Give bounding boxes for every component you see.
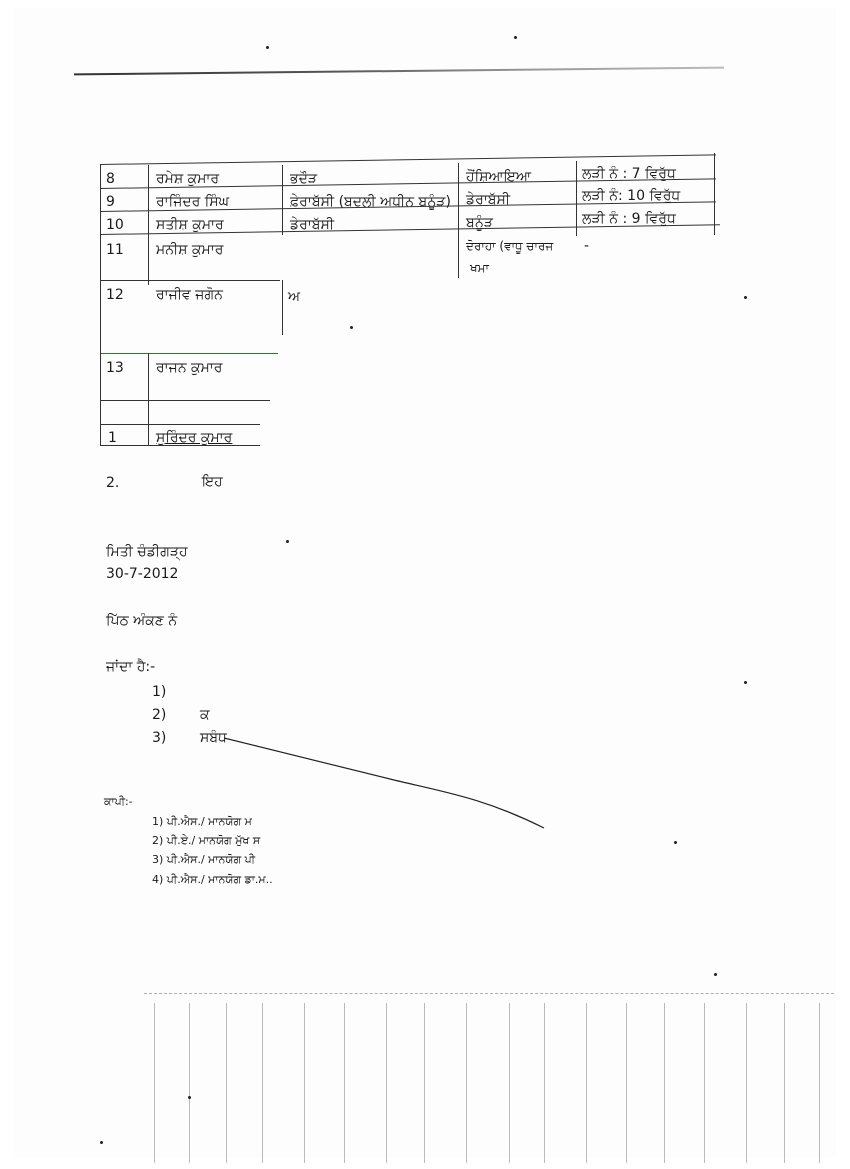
- endorsement-number: ਪਿੱਠ ਅੰਕਣ ਨੰ: [106, 613, 178, 629]
- table-line: [100, 353, 278, 354]
- row-name: ਸੁਰਿੰਦਰ ਕੁਮਾਰ: [156, 430, 233, 446]
- row-name: ਰਾਜਿੰਦਰ ਸਿੰਘ: [156, 194, 229, 210]
- scan-speck: [714, 973, 717, 976]
- paragraph-text: ਇਹ: [202, 474, 223, 490]
- table-line: [576, 161, 577, 236]
- sent-to-item-number: 2): [152, 707, 167, 723]
- row-district: ਬਨੂੰੜ: [466, 215, 493, 231]
- scan-speck: [266, 46, 269, 49]
- copy-item: 3) ਪੀ.ਐਸ./ ਮਾਨਯੋਗ ਪੀ: [152, 853, 256, 866]
- row-number: 8: [106, 171, 115, 187]
- row-district: ਦੋਰਾਹਾ (ਵਾਧੂ ਚਾਰਜ: [466, 239, 554, 253]
- row-number: 13: [106, 360, 124, 376]
- row-remark: ਲੜੀ ਨੰ : 7 ਵਿਰੁੱਧ: [582, 166, 676, 182]
- scan-speck: [514, 36, 517, 39]
- date-line: 30-7-2012: [106, 566, 179, 582]
- sent-to-item-text: ਸਬੰਧ: [200, 730, 227, 746]
- row-name: ਸਤੀਸ਼ ਕੁਮਾਰ: [156, 217, 224, 233]
- copy-label: ਕਾਪੀ:-: [104, 795, 133, 808]
- scan-noise-line: [144, 993, 834, 995]
- copy-item: 1) ਪੀ.ਐਸ./ ਮਾਨਯੋਗ ਮ: [152, 815, 252, 828]
- sent-to-item-text: ਕ: [200, 707, 210, 723]
- table-line: [100, 400, 270, 401]
- sent-to-intro: ਜਾਂਦਾ ਹੈ:-: [106, 659, 156, 675]
- table-line: [100, 165, 101, 445]
- row-number: 10: [106, 217, 124, 233]
- table-line: [100, 280, 280, 281]
- scan-speck: [674, 841, 677, 844]
- row-number: 11: [106, 242, 124, 258]
- scan-speck: [744, 296, 747, 299]
- table-line: [148, 165, 149, 285]
- row-number: 12: [106, 287, 124, 303]
- top-edge-line: [74, 67, 724, 76]
- row-number: 9: [106, 194, 115, 210]
- table-line: [458, 163, 459, 278]
- row-remark: ਲੜੀ ਨੰ : 9 ਵਿਰੁੱਧ: [582, 211, 676, 227]
- row-remark: ਲੜੀ ਨੰ: 10 ਵਿਰੁੱਧ: [582, 188, 681, 204]
- sent-to-item-number: 1): [152, 684, 167, 700]
- scan-speck: [350, 326, 353, 329]
- row-remark: -: [584, 238, 590, 254]
- paragraph-number: 2.: [106, 475, 120, 491]
- scan-speck: [744, 681, 747, 684]
- scan-speck: [100, 1141, 103, 1144]
- row-place: ਡੇਰਾਬੱਸੀ: [290, 217, 335, 233]
- table-line: [100, 154, 716, 165]
- copy-item: 4) ਪੀ.ਐਸ./ ਮਾਨਯੋਗ ਡਾ.ਮ..: [152, 873, 273, 886]
- table-line: [148, 353, 149, 445]
- sent-to-item-number: 3): [152, 730, 167, 746]
- table-line: [714, 153, 715, 235]
- copy-item: 2) ਪੀ.ਏ./ ਮਾਨਯੋਗ ਮੁੱਖ ਸ: [152, 834, 261, 847]
- row-number: 1: [108, 430, 117, 446]
- row-name: ਮਨੀਸ਼ ਕੁਮਾਰ: [156, 242, 224, 258]
- row-name: ਰਮੇਸ਼ ਕੁਮਾਰ: [156, 171, 220, 187]
- row-district: ਹੋਂਸ਼ਿਆਇਆ: [466, 169, 532, 185]
- document-page: [14, 8, 836, 1158]
- place-line: ਮਿਤੀ ਚੰਡੀਗੜ੍ਹ: [106, 544, 188, 560]
- row-district-continued: ਖਮਾ: [470, 261, 489, 275]
- row-place: ਭਦੌੜ: [290, 171, 317, 187]
- row-name: ਰਾਜਨ ਕੁਮਾਰ: [156, 360, 223, 376]
- table-line: [282, 165, 283, 235]
- scan-speck: [286, 540, 289, 543]
- row-place: ਫ਼ੇਰਾਬੱਸੀ (ਬਦਲੀ ਅਧੀਨ ਬਨੂੰੜ): [290, 194, 451, 210]
- pen-stroke: [224, 728, 554, 838]
- row-place: ਅ: [288, 289, 301, 305]
- scan-speck: [188, 1096, 191, 1099]
- row-district: ਡੇਰਾਬੱਸੀ: [466, 192, 511, 208]
- table-line: [282, 280, 283, 335]
- table-line: [100, 424, 260, 425]
- row-name: ਰਾਜੀਵ ਜਗੋਨ: [156, 287, 223, 303]
